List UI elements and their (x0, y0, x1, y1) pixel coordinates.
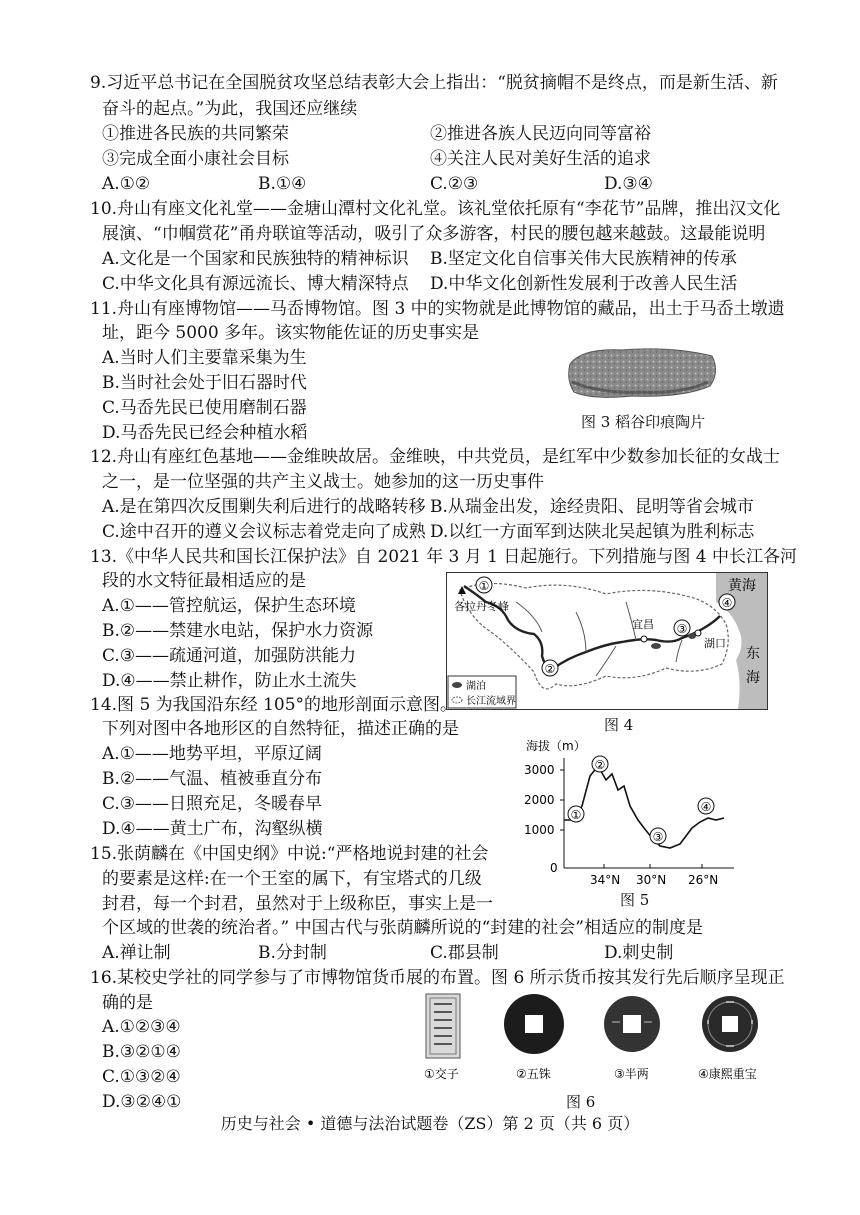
profile-tick-1000: 1000 (524, 823, 555, 837)
profile-tick-30N: 30°N (636, 873, 667, 887)
q10-stem-line1: 10.舟山有座文化礼堂——金塘山潭村文化礼堂。该礼堂依托原有“李花节”品牌，推出汉文化 (90, 199, 781, 219)
coin-label-1: ①交子 (424, 1067, 459, 1081)
map-marker-3-label: ③ (676, 622, 688, 636)
peak-label: 各拉丹冬峰 (454, 600, 509, 613)
q13-option-b: B.②——禁建水电站，保护水力资源 (102, 621, 374, 641)
profile-y-axis-label: 海拔（m） (526, 739, 586, 753)
q15-option-a: A.禅让制 (102, 943, 171, 963)
coin-label-2: ②五铢 (516, 1067, 551, 1081)
q16-option-d: D.③②④① (102, 1092, 182, 1112)
banliang-coin-image (604, 996, 660, 1052)
q10-option-d: D.中华文化创新性发展利于改善人民生活 (430, 274, 738, 294)
q15-option-d: D.刺史制 (604, 943, 674, 963)
hukou-dot (695, 630, 701, 636)
profile-tick-3000: 3000 (524, 763, 555, 777)
jiaozi-note-image (426, 994, 460, 1058)
east-sea-label-2: 海 (746, 670, 760, 686)
q13-option-d: D.④——禁止耕作，防止水土流失 (102, 671, 357, 691)
q11-stem-line2: 址，距今 5000 多年。该实物能佐证的历史事实是 (102, 323, 480, 343)
q14-stem-line2: 下列对图中各地形区的自然特征，描述正确的是 (102, 719, 459, 739)
q15-stem-line1: 15.张荫麟在《中国史纲》中说:“严格地说封建的社会 (90, 844, 489, 864)
q15-option-c: C.郡县制 (430, 943, 499, 963)
q11-option-a: A.当时人们主要靠采集为生 (102, 348, 307, 368)
q14-stem-line1: 14.图 5 为我国沿东经 105°的地形剖面示意图。 (90, 695, 458, 715)
q13-option-a: A.①——管控航运，保护生态环境 (102, 596, 356, 616)
yellow-sea-label: 黄海 (728, 578, 756, 594)
q16-option-c: C.①③②④ (102, 1067, 181, 1087)
q9-option-b: B.①④ (258, 174, 307, 194)
kangxi-coin-image (702, 996, 758, 1052)
q9-statement-4: ④关注人民对美好生活的追求 (430, 149, 651, 169)
q14-option-d: D.④——黄土广布，沟壑纵横 (102, 819, 323, 839)
q12-option-a: A.是在第四次反围剿失利后进行的战略转移 (102, 497, 426, 517)
q13-option-c: C.③——疏通河道，加强防洪能力 (102, 646, 357, 666)
q10-option-c: C.中华文化具有源远流长、博大精深特点 (102, 274, 409, 294)
profile-marker-4-label: ④ (700, 800, 712, 814)
figure-4-caption: 图 4 (604, 716, 634, 734)
east-sea-label-1: 东 (746, 646, 760, 662)
q9-option-a: A.①② (102, 174, 151, 194)
terrain-profile-chart (520, 736, 750, 888)
q10-stem-line2: 展演、“巾帼赏花”甬舟联谊等活动，吸引了众多游客，村民的腰包越来越鼓。这最能说明 (102, 224, 766, 244)
q15-option-b: B.分封制 (258, 943, 327, 963)
legend-basin-label: 长江流域界 (466, 696, 516, 707)
page-footer: 历史与社会 • 道德与法治试题卷（ZS）第 2 页（共 6 页） (220, 1114, 640, 1133)
profile-tick-34N: 34°N (590, 873, 621, 887)
map-marker-1-label: ① (478, 579, 490, 593)
legend-lake-label: 湖泊 (466, 681, 486, 692)
q16-stem-line1: 16.某校史学社的同学参与了市博物馆货币展的布置。图 6 所示货币按其发行先后顺序呈现正 (90, 968, 785, 988)
coin-label-4: ④康熙重宝 (698, 1067, 757, 1081)
q12-stem-line2: 之一，是一位坚强的共产主义战士。她参加的这一历史事件 (102, 472, 544, 492)
profile-marker-2-label: ② (594, 758, 606, 772)
q16-stem-line2: 确的是 (102, 993, 153, 1013)
hukou-label: 湖口 (704, 637, 726, 650)
q14-option-b: B.②——气温、植被垂直分布 (102, 769, 323, 789)
figure-6-caption: 图 6 (566, 1093, 596, 1111)
q9-statement-3: ③完成全面小康社会目标 (102, 149, 289, 169)
yangtze-map (446, 572, 768, 710)
profile-tick-0: 0 (550, 861, 558, 875)
yichang-label: 宜昌 (632, 618, 654, 631)
yichang-dot (641, 636, 647, 642)
q15-stem-line2: 的要素是这样:在一个王室的属下，有宝塔式的几级 (102, 869, 482, 889)
profile-marker-3-label: ③ (652, 830, 664, 844)
q15-stem-line4: 个区域的世袭的统治者。” 中国古代与张荫麟所说的“封建的社会”相适应的制度是 (102, 918, 703, 938)
q9-statement-1: ①推进各民族的共同繁荣 (102, 124, 289, 144)
q15-stem-line3: 封君，每一个封君，虽然对于上级称臣，事实上是一 (102, 894, 493, 914)
q11-option-c: C.马岙先民已使用磨制石器 (102, 398, 307, 418)
q9-statement-2: ②推进各族人民迈向同等富裕 (430, 124, 651, 144)
q16-option-b: B.③②①④ (102, 1042, 181, 1062)
figure-3-caption: 图 3 稻谷印痕陶片 (581, 413, 706, 431)
q11-stem-line1: 11.舟山有座博物馆——马岙博物馆。图 3 中的实物就是此博物馆的藏品，出土于马岙土墩遗 (90, 299, 785, 319)
profile-tick-26N: 26°N (688, 873, 719, 887)
q10-option-a: A.文化是一个国家和民族独特的精神标识 (102, 249, 409, 269)
coin-label-3: ③半两 (614, 1067, 649, 1081)
q12-option-b: B.从瑞金出发，途经贵阳、昆明等省会城市 (430, 497, 754, 517)
q12-stem-line1: 12.舟山有座红色基地——金维映故居。金维映，中共党员，是红军中少数参加长征的女战士 (90, 447, 781, 467)
currency-figure (414, 990, 774, 1094)
legend-lake-icon (452, 682, 462, 688)
q14-option-a: A.①——地势平坦，平原辽阔 (102, 744, 322, 764)
q11-option-d: D.马岙先民已经会种植水稻 (102, 423, 308, 443)
q14-option-c: C.③——日照充足，冬暖春早 (102, 794, 323, 814)
q16-option-a: A.①②③④ (102, 1017, 181, 1037)
q10-option-b: B.坚定文化自信事关伟大民族精神的传承 (430, 249, 737, 269)
profile-tick-2000: 2000 (524, 793, 555, 807)
q12-option-d: D.以红一方面军到达陕北吴起镇为胜利标志 (430, 522, 755, 542)
q9-option-c: C.②③ (430, 174, 479, 194)
map-marker-2-label: ② (544, 662, 556, 676)
q9-stem-line2: 奋斗的起点。”为此，我国还应继续 (102, 99, 358, 119)
q9-option-d: D.③④ (604, 174, 653, 194)
figure-5-caption: 图 5 (620, 891, 650, 909)
map-marker-4-label: ④ (721, 596, 733, 610)
q12-option-c: C.途中召开的遵义会议标志着党走向了成熟 (102, 522, 426, 542)
profile-marker-1-label: ① (570, 808, 582, 822)
pottery-shard-image (562, 342, 722, 404)
q13-stem-line1: 13.《中华人民共和国长江保护法》自 2021 年 3 月 1 日起施行。下列措施与图 4 中长江各河 (90, 547, 797, 567)
q11-option-b: B.当时社会处于旧石器时代 (102, 373, 307, 393)
q13-stem-line2: 段的水文特征最相适应的是 (102, 571, 306, 591)
wuzhu-coin-image (504, 994, 564, 1054)
q9-stem-line1: 9.习近平总书记在全国脱贫攻坚总结表彰大会上指出：“脱贫摘帽不是终点，而是新生活、新 (90, 73, 778, 93)
lake-dongting (651, 643, 661, 649)
